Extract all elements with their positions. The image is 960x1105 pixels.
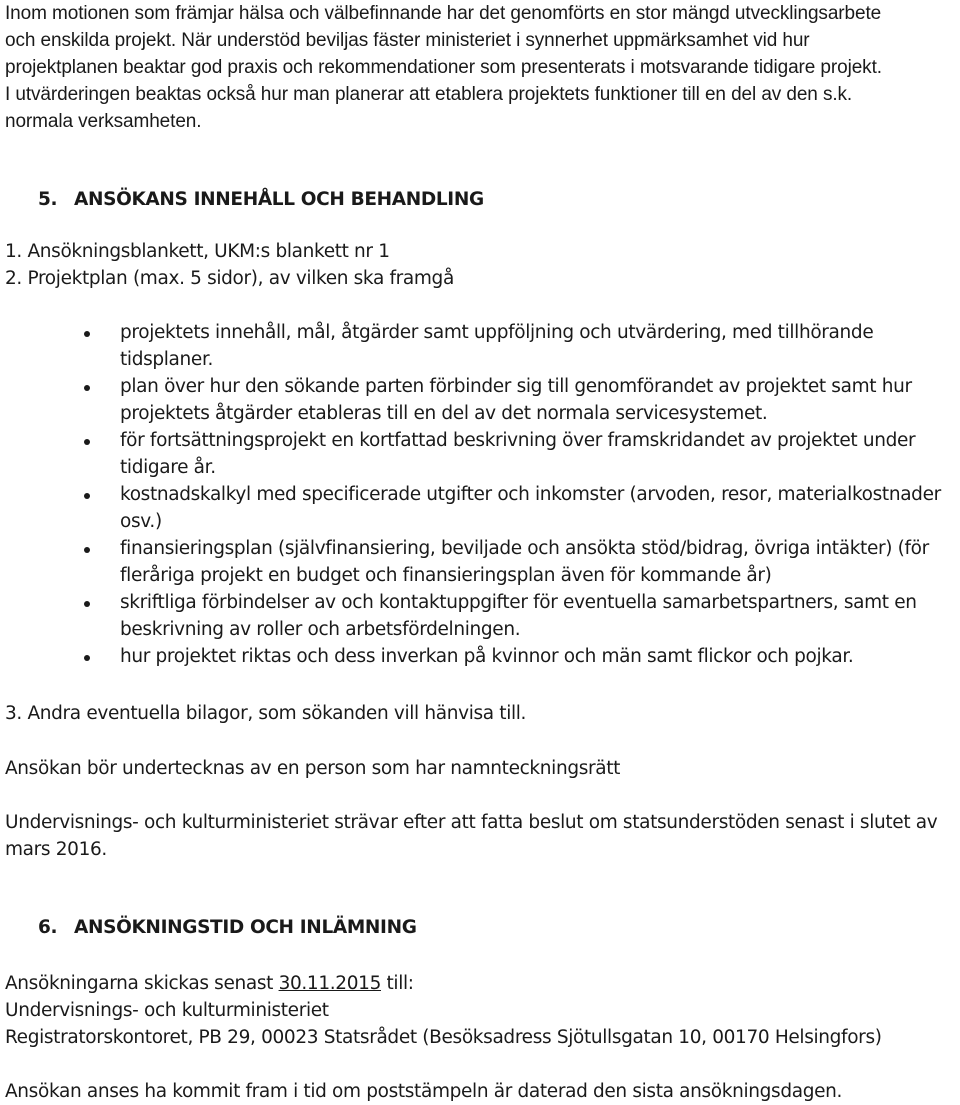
bullet-text: skriftliga förbindelser av och kontaktuppgifter för eventuella samarbetspartners, samt en beskrivning av roller och arbetsfördelningen. [120,592,917,640]
bullet-text: finansieringsplan (självfinansiering, beviljade och ansökta stöd/bidrag, övriga intäkter) (för fleråriga projekt en budget och finansieringsplan även för kommande år) [120,538,929,586]
deadline-suffix: till: [381,973,414,994]
intro-line: normala verksamheten. [5,111,202,132]
bullet-text: projektets innehåll, mål, åtgärder samt uppföljning och utvärdering, med tillhörande tidsplaner. [120,322,874,370]
bullet-item [0,319,955,373]
bullet-text: hur projektet riktas och dess inverkan på kvinnor och män samt flickor och pojkar. [120,646,854,667]
bullet-item [0,373,955,427]
section-6-number: 6. [38,917,58,938]
bullet-icon [84,385,90,391]
bullet-icon [84,439,90,445]
intro-line: I utvärderingen beaktas också hur man planerar att etablera projektets funktioner till en del av den s.k. [5,84,853,105]
bullet-item [0,643,955,670]
list-item-other-attachments: 3. Andra eventuella bilagor, som sökanden vill hänvisa till. [5,703,527,724]
list-item-project-plan: 2. Projektplan (max. 5 sidor), av vilken ska framgå [5,268,454,289]
intro-line: Inom motionen som främjar hälsa och välbefinnande har det genomförts en stor mängd utvecklingsarbete [5,3,882,24]
bullet-text: för fortsättningsprojekt en kortfattad beskrivning över framskridandet av projektet under tidigare år. [120,430,916,478]
deadline-prefix: Ansökningarna skickas senast [5,973,279,994]
project-plan-requirements [0,319,955,670]
bullet-icon [84,493,90,499]
decision-note: Undervisnings- och kulturministeriet strävar efter att fatta beslut om statsunderstöden senast i slutet av mars 2016. [5,812,938,860]
recipient-address: Registratorskontoret, PB 29, 00023 Statsrådet (Besöksadress Sjötullsgatan 10, 00170 Helsingfors) [5,1027,882,1048]
bullet-text: plan över hur den sökande parten förbinder sig till genomförandet av projektet samt hur projektets åtgärder etableras till en del av det normala servicesystemet. [120,376,912,424]
section-6-heading [38,914,417,941]
bullet-icon [84,331,90,337]
section-5-number: 5. [38,189,58,210]
deadline-line [5,970,955,997]
list-item-application-form: 1. Ansökningsblankett, UKM:s blankett nr 1 [5,241,390,262]
bullet-item [0,535,955,589]
signature-note: Ansökan bör undertecknas av en person som har namnteckningsrätt [5,758,621,779]
bullet-icon [84,547,90,553]
recipient-name: Undervisnings- och kulturministeriet [5,1000,329,1021]
section-5-title: ANSÖKANS INNEHÅLL OCH BEHANDLING [74,189,484,210]
section-6-title: ANSÖKNINGSTID OCH INLÄMNING [74,917,417,938]
bullet-item [0,589,955,643]
intro-line: och enskilda projekt. När understöd beviljas fäster ministeriet i synnerhet uppmärksamhet vid hur [5,30,810,51]
section-5-heading [38,186,484,213]
deadline-date: 30.11.2015 [278,973,381,994]
bullet-text: kostnadskalkyl med specificerade utgifter och inkomster (arvoden, resor, materialkostnader osv.) [120,484,941,532]
intro-paragraph [5,0,955,135]
bullet-item [0,481,955,535]
intro-line: projektplanen beaktar god praxis och rekommendationer som presenterats i motsvarande tidigare projekt. [5,57,882,78]
bullet-icon [84,601,90,607]
bullet-icon [84,655,90,661]
bullet-item [0,427,955,481]
postmark-note: Ansökan anses ha kommit fram i tid om poststämpeln är daterad den sista ansökningsdagen. [5,1081,843,1102]
